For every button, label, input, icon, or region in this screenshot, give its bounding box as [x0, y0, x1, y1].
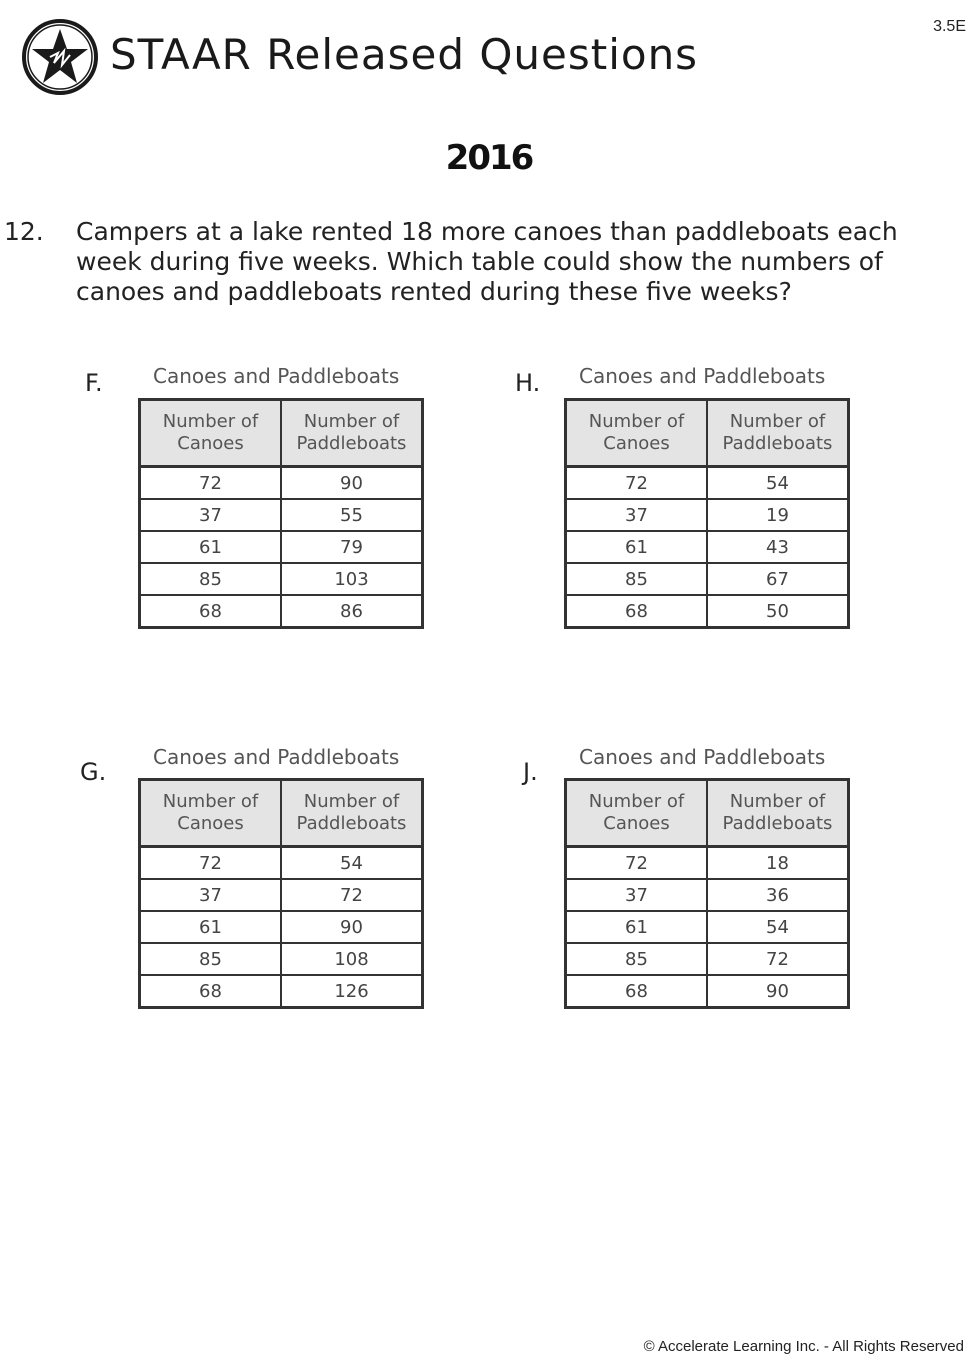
- header-canoes: Number of Canoes: [140, 780, 282, 847]
- canoes-cell: 85: [140, 943, 282, 975]
- question-number: 12.: [4, 217, 44, 246]
- table-row: [566, 847, 849, 880]
- header-canoes: Number of Canoes: [140, 400, 282, 467]
- table-row: [566, 879, 849, 911]
- paddleboats-cell: 19: [707, 499, 849, 531]
- table-row: [140, 467, 423, 500]
- table-title-f: Canoes and Paddleboats: [153, 364, 400, 388]
- canoes-cell: 37: [566, 879, 708, 911]
- table-row: [566, 563, 849, 595]
- choice-letter-j[interactable]: J.: [523, 758, 538, 786]
- canoes-cell: 37: [566, 499, 708, 531]
- table-row: [140, 499, 423, 531]
- header-paddleboats: Number of Paddleboats: [707, 400, 849, 467]
- paddleboats-cell: 126: [281, 975, 423, 1008]
- table-row: [566, 975, 849, 1008]
- canoes-cell: 61: [140, 531, 282, 563]
- choice-table-j: [564, 778, 850, 1009]
- table-row: [140, 595, 423, 628]
- table-row: [140, 563, 423, 595]
- table-row: [140, 879, 423, 911]
- copyright-footer: © Accelerate Learning Inc. - All Rights Reserved: [643, 1338, 964, 1355]
- choice-table-h: [564, 398, 850, 629]
- table-title-h: Canoes and Paddleboats: [579, 364, 826, 388]
- canoes-cell: 85: [566, 563, 708, 595]
- paddleboats-cell: 90: [281, 911, 423, 943]
- paddleboats-cell: 36: [707, 879, 849, 911]
- header-paddleboats: Number of Paddleboats: [281, 400, 423, 467]
- canoes-cell: 68: [566, 975, 708, 1008]
- table-row: [566, 595, 849, 628]
- star-in-circle-icon: [20, 17, 100, 97]
- paddleboats-cell: 72: [281, 879, 423, 911]
- standard-code: 3.5E: [933, 18, 966, 35]
- table-row: [140, 975, 423, 1008]
- header-paddleboats: Number of Paddleboats: [707, 780, 849, 847]
- canoes-cell: 72: [566, 847, 708, 880]
- table-row: [566, 943, 849, 975]
- paddleboats-cell: 90: [281, 467, 423, 500]
- canoes-cell: 61: [566, 531, 708, 563]
- table-row: [140, 911, 423, 943]
- choice-letter-g[interactable]: G.: [80, 758, 107, 786]
- table-row: [140, 943, 423, 975]
- canoes-cell: 68: [140, 595, 282, 628]
- page-title: STAAR Released Questions: [110, 30, 699, 79]
- paddleboats-cell: 54: [281, 847, 423, 880]
- canoes-cell: 72: [140, 467, 282, 500]
- paddleboats-cell: 79: [281, 531, 423, 563]
- header-canoes: Number of Canoes: [566, 400, 708, 467]
- canoes-cell: 37: [140, 879, 282, 911]
- canoes-cell: 61: [140, 911, 282, 943]
- choice-table-f: [138, 398, 424, 629]
- paddleboats-cell: 54: [707, 911, 849, 943]
- choice-letter-h[interactable]: H.: [515, 369, 541, 397]
- paddleboats-cell: 43: [707, 531, 849, 563]
- canoes-cell: 85: [566, 943, 708, 975]
- paddleboats-cell: 54: [707, 467, 849, 500]
- paddleboats-cell: 108: [281, 943, 423, 975]
- canoes-cell: 85: [140, 563, 282, 595]
- question-text: Campers at a lake rented 18 more canoes than paddleboats each week during five weeks. Which table could show the numbers of canoes and paddleboats rented during these five weeks?: [76, 217, 898, 306]
- paddleboats-cell: 72: [707, 943, 849, 975]
- table-row: [566, 911, 849, 943]
- paddleboats-cell: 55: [281, 499, 423, 531]
- table-title-j: Canoes and Paddleboats: [579, 745, 826, 769]
- table-row: [566, 467, 849, 500]
- canoes-cell: 68: [140, 975, 282, 1008]
- table-title-g: Canoes and Paddleboats: [153, 745, 400, 769]
- canoes-cell: 37: [140, 499, 282, 531]
- header-paddleboats: Number of Paddleboats: [281, 780, 423, 847]
- year-heading: 2016: [445, 138, 533, 178]
- canoes-cell: 68: [566, 595, 708, 628]
- choice-letter-f[interactable]: F.: [85, 369, 103, 397]
- choice-table-g: [138, 778, 424, 1009]
- paddleboats-cell: 90: [707, 975, 849, 1008]
- canoes-cell: 72: [140, 847, 282, 880]
- canoes-cell: 72: [566, 467, 708, 500]
- table-row: [566, 531, 849, 563]
- canoes-cell: 61: [566, 911, 708, 943]
- table-row: [140, 531, 423, 563]
- header-canoes: Number of Canoes: [566, 780, 708, 847]
- paddleboats-cell: 18: [707, 847, 849, 880]
- paddleboats-cell: 50: [707, 595, 849, 628]
- paddleboats-cell: 86: [281, 595, 423, 628]
- table-row: [566, 499, 849, 531]
- paddleboats-cell: 103: [281, 563, 423, 595]
- paddleboats-cell: 67: [707, 563, 849, 595]
- table-row: [140, 847, 423, 880]
